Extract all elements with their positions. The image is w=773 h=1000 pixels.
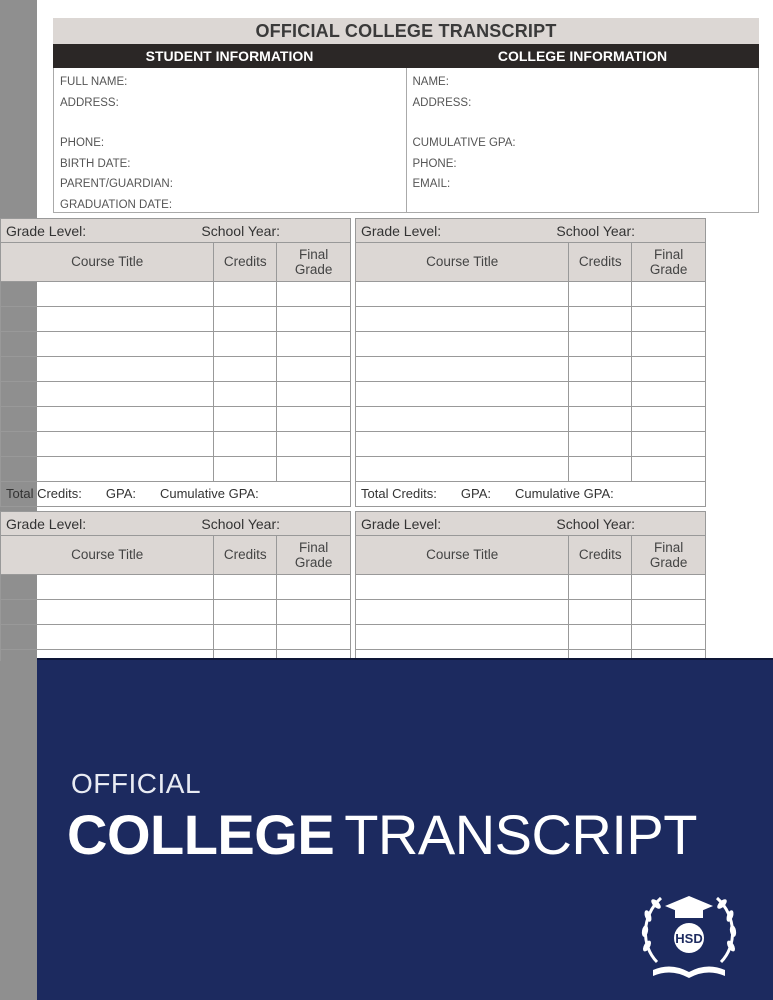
course-title-cell	[356, 599, 569, 624]
credits-header: Credits	[569, 243, 632, 281]
course-title-cell	[1, 599, 214, 624]
course-row	[1, 281, 350, 306]
college-info-heading: COLLEGE INFORMATION	[497, 48, 668, 64]
credits-cell	[214, 431, 277, 456]
college-name-label: NAME:	[412, 76, 449, 89]
transcript-page	[53, 18, 759, 213]
course-title-header: Course Title	[1, 536, 214, 574]
final-grade-header: Final Grade	[632, 536, 705, 574]
grade-level-label: Grade Level:	[6, 515, 87, 532]
credits-header: Credits	[569, 536, 632, 574]
credits-header: Credits	[214, 536, 277, 574]
course-title-cell	[356, 381, 569, 406]
final-grade-cell	[277, 456, 350, 481]
course-row	[356, 624, 705, 649]
course-title-cell	[356, 431, 569, 456]
course-row	[356, 306, 705, 331]
final-grade-cell	[277, 306, 350, 331]
course-row	[356, 381, 705, 406]
hsd-logo-icon	[635, 884, 743, 984]
final-grade-cell	[632, 281, 705, 306]
final-grade-cell	[632, 431, 705, 456]
course-row	[1, 624, 350, 649]
credits-cell	[569, 624, 632, 649]
final-grade-cell	[277, 431, 350, 456]
phone-label: PHONE:	[60, 137, 105, 150]
college-email-label: EMAIL:	[412, 178, 451, 191]
cover-title	[67, 802, 697, 867]
course-row	[1, 306, 350, 331]
school-year-label: School Year:	[556, 222, 635, 239]
course-title-cell	[356, 574, 569, 599]
table-header-row	[1, 243, 350, 281]
school-year-label: School Year:	[201, 515, 280, 532]
course-title-cell	[356, 456, 569, 481]
cover-title-bold: COLLEGE	[67, 803, 335, 866]
address-label: ADDRESS:	[60, 96, 119, 109]
grade-block	[355, 218, 706, 507]
credits-cell	[569, 331, 632, 356]
credits-cell	[214, 356, 277, 381]
course-row	[1, 331, 350, 356]
table-header-row	[1, 536, 350, 574]
parent-guardian-label: PARENT/GUARDIAN:	[60, 178, 173, 191]
total-credits-label: Total Credits:	[6, 486, 82, 501]
credits-cell	[214, 599, 277, 624]
course-title-cell	[1, 624, 214, 649]
gpa-label: GPA:	[105, 486, 136, 501]
credits-cell	[214, 281, 277, 306]
credits-cell	[214, 574, 277, 599]
college-address-label: ADDRESS:	[412, 96, 472, 109]
final-grade-cell	[632, 356, 705, 381]
credits-header: Credits	[214, 243, 277, 281]
credits-cell	[569, 406, 632, 431]
final-grade-cell	[277, 356, 350, 381]
grade-block-header	[1, 219, 350, 243]
credits-cell	[569, 456, 632, 481]
credits-cell	[214, 456, 277, 481]
school-year-label: School Year:	[556, 515, 635, 532]
grade-level-label: Grade Level:	[361, 222, 442, 239]
gpa-label: GPA:	[460, 486, 491, 501]
grade-level-label: Grade Level:	[361, 515, 442, 532]
cumulative-gpa-label: CUMULATIVE GPA:	[412, 137, 516, 150]
course-title-cell	[356, 306, 569, 331]
course-title-cell	[1, 574, 214, 599]
course-row	[1, 406, 350, 431]
final-grade-cell	[277, 406, 350, 431]
final-grade-cell	[632, 306, 705, 331]
table-header-row	[356, 243, 705, 281]
full-name-label: FULL NAME:	[60, 76, 128, 89]
course-title-cell	[1, 406, 214, 431]
school-year-label: School Year:	[201, 222, 280, 239]
course-table	[356, 243, 705, 482]
college-info	[406, 68, 759, 212]
grade-block-footer	[1, 482, 350, 506]
student-info-heading: STUDENT INFORMATION	[145, 48, 314, 64]
grade-block-footer	[356, 482, 705, 506]
credits-cell	[569, 381, 632, 406]
course-table	[1, 243, 350, 482]
final-grade-header: Final Grade	[632, 243, 705, 281]
credits-cell	[214, 624, 277, 649]
final-grade-header: Final Grade	[277, 536, 350, 574]
birth-date-label: BIRTH DATE:	[60, 157, 131, 170]
course-row	[356, 406, 705, 431]
course-title-cell	[356, 406, 569, 431]
college-phone-label: PHONE:	[412, 157, 457, 170]
final-grade-cell	[632, 381, 705, 406]
final-grade-cell	[277, 574, 350, 599]
credits-cell	[214, 331, 277, 356]
final-grade-cell	[632, 456, 705, 481]
info-body	[53, 68, 759, 213]
final-grade-cell	[632, 624, 705, 649]
course-title-cell	[356, 331, 569, 356]
course-title-header: Course Title	[356, 243, 569, 281]
total-credits-label: Total Credits:	[361, 486, 437, 501]
cover-subtitle: OFFICIAL	[71, 768, 202, 799]
course-row	[356, 431, 705, 456]
course-title-cell	[356, 356, 569, 381]
credits-cell	[569, 281, 632, 306]
credits-cell	[214, 381, 277, 406]
final-grade-cell	[632, 406, 705, 431]
grade-block	[355, 511, 706, 661]
final-grade-cell	[632, 574, 705, 599]
cover-title-light: TRANSCRIPT	[344, 803, 697, 866]
logo-text: HSD	[675, 931, 703, 946]
student-info	[54, 68, 406, 212]
info-header	[53, 44, 759, 68]
graduation-date-label: GRADUATION DATE:	[60, 198, 173, 211]
course-title-cell	[1, 431, 214, 456]
course-title-cell	[1, 306, 214, 331]
final-grade-cell	[277, 281, 350, 306]
course-row	[1, 381, 350, 406]
course-row	[1, 574, 350, 599]
grade-block-header	[1, 512, 350, 536]
course-row	[356, 281, 705, 306]
course-table	[356, 536, 705, 661]
table-header-row	[356, 536, 705, 574]
course-title-cell	[1, 381, 214, 406]
final-grade-cell	[632, 331, 705, 356]
grade-row-1	[0, 218, 706, 507]
course-title-cell	[1, 331, 214, 356]
credits-cell	[569, 356, 632, 381]
credits-cell	[569, 306, 632, 331]
course-row	[356, 574, 705, 599]
book-cover-band	[37, 658, 773, 1000]
cumulative-gpa-label: Cumulative GPA:	[514, 486, 614, 501]
credits-cell	[569, 574, 632, 599]
final-grade-cell	[632, 599, 705, 624]
course-row	[1, 431, 350, 456]
course-row	[1, 356, 350, 381]
course-row	[356, 331, 705, 356]
course-title-cell	[1, 281, 214, 306]
grade-level-label: Grade Level:	[6, 222, 87, 239]
final-grade-header: Final Grade	[277, 243, 350, 281]
grade-block-header	[356, 219, 705, 243]
credits-cell	[214, 306, 277, 331]
course-title-cell	[356, 281, 569, 306]
course-table	[1, 536, 350, 661]
course-row	[356, 356, 705, 381]
final-grade-cell	[277, 599, 350, 624]
credits-cell	[569, 431, 632, 456]
course-title-header: Course Title	[356, 536, 569, 574]
grade-block	[0, 218, 351, 507]
course-title-cell	[1, 356, 214, 381]
final-grade-cell	[277, 381, 350, 406]
grade-block	[0, 511, 351, 661]
transcript-title: OFFICIAL COLLEGE TRANSCRIPT	[53, 18, 759, 44]
course-row	[356, 599, 705, 624]
course-row	[356, 456, 705, 481]
credits-cell	[214, 406, 277, 431]
course-title-cell	[356, 624, 569, 649]
cumulative-gpa-label: Cumulative GPA:	[159, 486, 259, 501]
course-title-header: Course Title	[1, 243, 214, 281]
final-grade-cell	[277, 624, 350, 649]
credits-cell	[569, 599, 632, 624]
course-title-cell	[1, 456, 214, 481]
course-row	[1, 599, 350, 624]
grade-block-header	[356, 512, 705, 536]
grade-row-2	[0, 511, 706, 661]
course-row	[1, 456, 350, 481]
final-grade-cell	[277, 331, 350, 356]
